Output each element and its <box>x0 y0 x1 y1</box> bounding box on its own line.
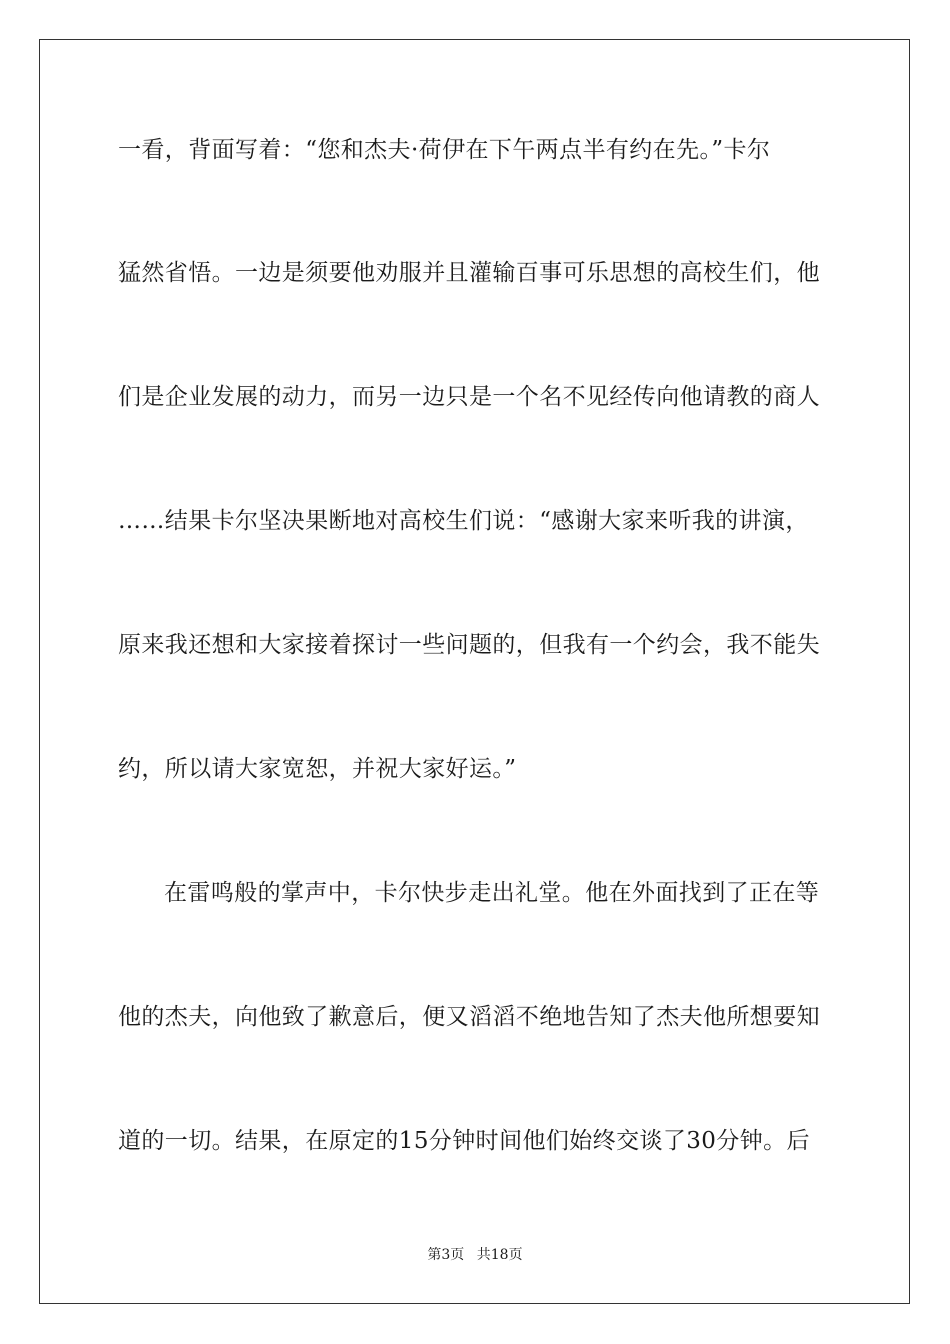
paragraph-start-line: 在雷鸣般的掌声中，卡尔快步走出礼堂。他在外面找到了正在等 <box>164 880 820 906</box>
text-line: 他的杰夫，向他致了歉意后，便又滔滔不绝地告知了杰夫他所想要知 <box>118 1004 820 1030</box>
text-line: 原来我还想和大家接着探讨一些问题的，但我有一个约会，我不能失 <box>118 632 820 658</box>
text-line: 道的一切。结果，在原定的15分钟时间他们始终交谈了30分钟。后 <box>118 1128 810 1154</box>
page-footer <box>0 1246 950 1264</box>
text-line: 约，所以请大家宽恕，并祝大家好运。” <box>118 756 517 782</box>
text-line: 一看，背面写着：“您和杰夫·荷伊在下午两点半有约在先。”卡尔 <box>118 137 771 163</box>
text-line: 猛然省悟。一边是须要他劝服并且灌输百事可乐思想的高校生们，他 <box>118 260 820 286</box>
text-line: ……结果卡尔坚决果断地对高校生们说：“感谢大家来听我的讲演， <box>118 508 809 534</box>
page-number: 第3页 <box>427 1247 465 1263</box>
page-border <box>39 39 910 1304</box>
text-line: 们是企业发展的动力，而另一边只是一个名不见经传向他请教的商人 <box>118 384 820 410</box>
page-total: 共18页 <box>476 1247 523 1263</box>
